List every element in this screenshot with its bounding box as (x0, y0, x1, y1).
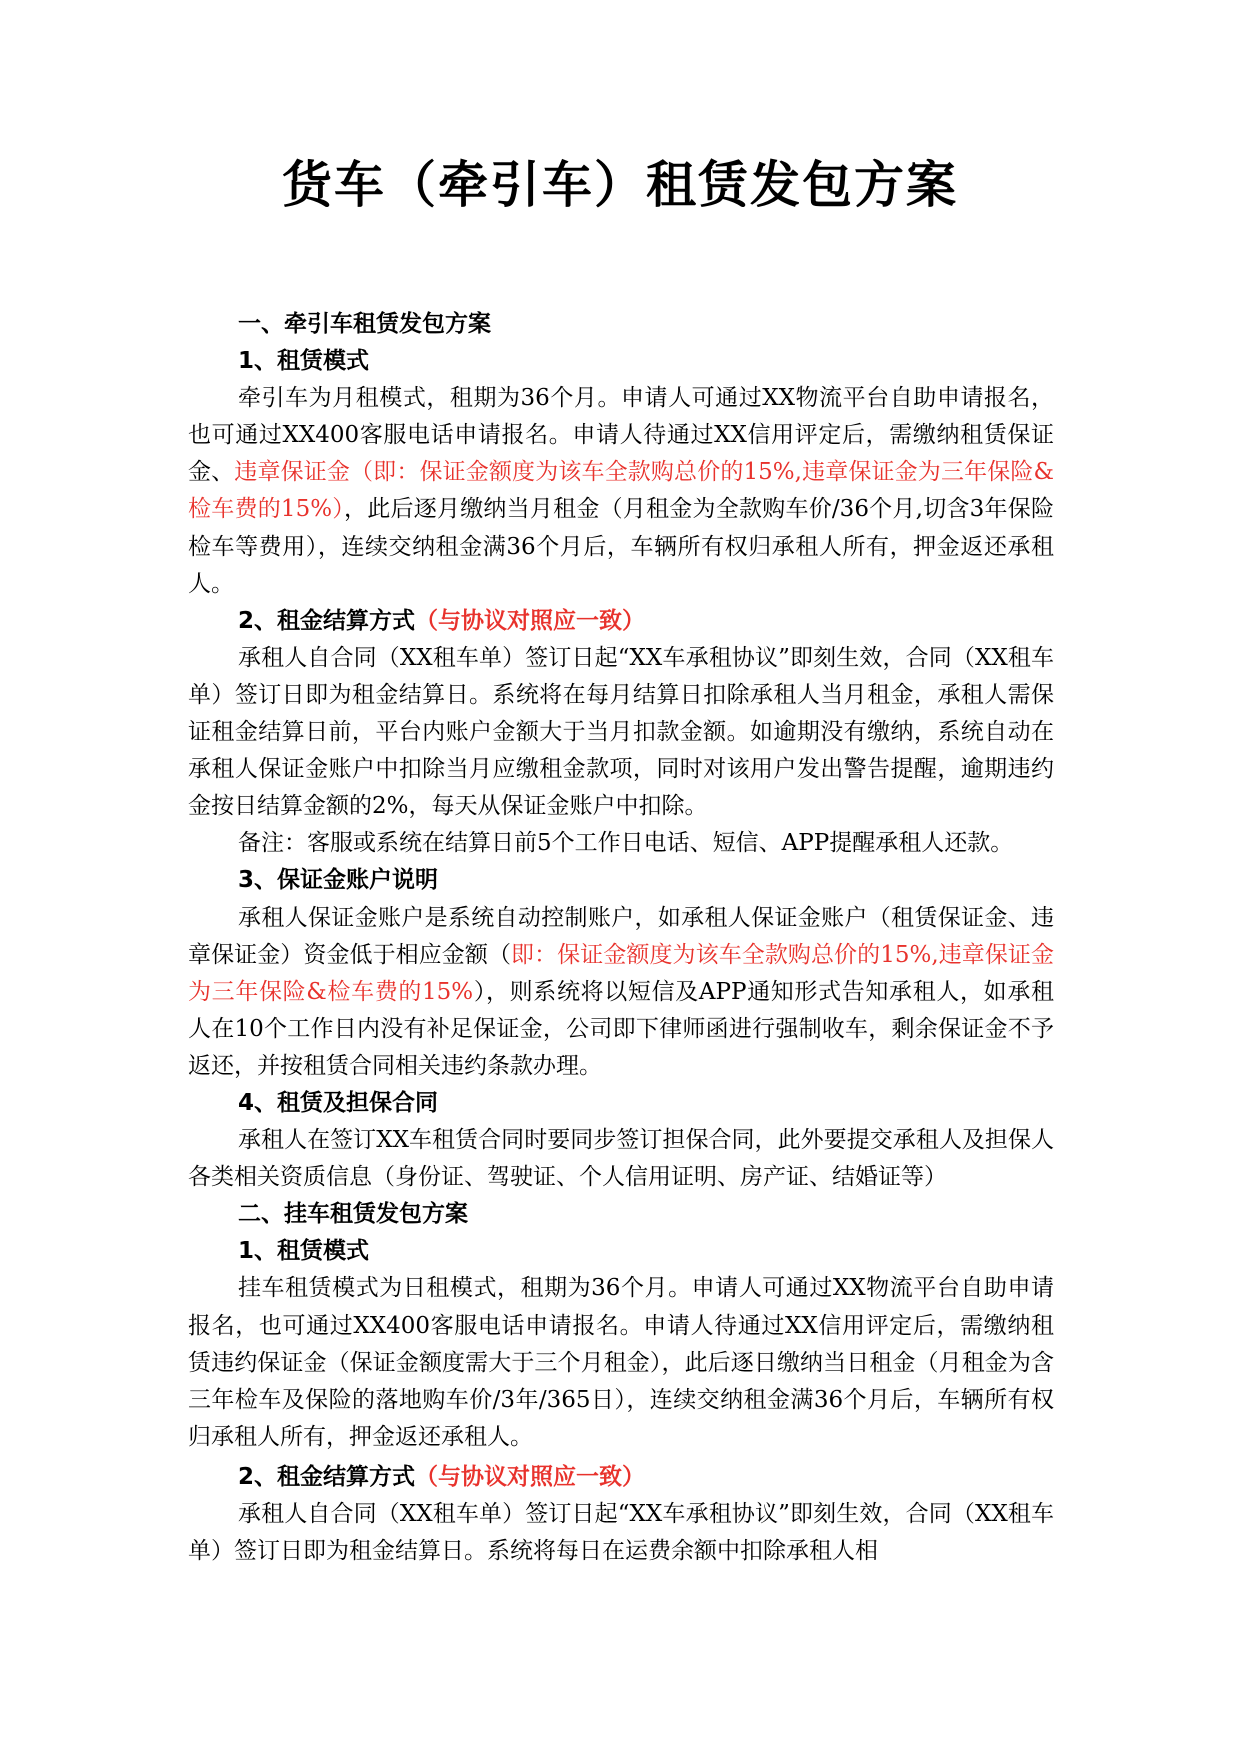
highlight-deposit-terms: 即：保证金额度为该车全款购总价的15%,违章保证金为三年保险&检车费的15% (188, 941, 1055, 1005)
subheading-trailer-settlement (188, 1459, 1054, 1496)
subheading-contracts: 4、租赁及担保合同 (238, 1089, 439, 1116)
highlight-deposit-terms: 违章保证金（即：保证金额度为该车全款购总价的15%,违章保证金为三年保险&检车费的15%） (188, 459, 1055, 523)
subheading-trailer-mode: 1、租赁模式 (238, 1238, 370, 1265)
subheading-text: 2、租金结算方式 (238, 607, 416, 634)
paragraph-trailer-settlement: 承租人自合同（XX租车单）签订日起“XX车承租协议”即刻生效，合同（XX租车单）签订日即为租金结算日。系统将每日在运费余额中扣除承租人相 (188, 1501, 1054, 1565)
paragraph-text: ），则系统将以短信及APP通知形式告知承租人，如承租人在10个工作日内没有补足保证金，公司即下律师函进行强制收车，剩余保证金不予返还，并按租赁合同相关违约条款办理。 (188, 978, 1054, 1079)
subheading-rental-mode: 1、租赁模式 (238, 348, 370, 375)
paragraph-contracts: 承租人在签订XX车租赁合同时要同步签订担保合同，此外要提交承租人及担保人各类相关资质信息（身份证、驾驶证、个人信用证明、房产证、结婚证等） (188, 1127, 1054, 1191)
paragraph-text: ，此后逐月缴纳当月租金（月租金为全款购车价/36个月,切含3年保险检车等费用），连续交纳租金满36个月后，车辆所有权归承租人所有，押金返还承租人。 (188, 496, 1054, 597)
document-body (188, 306, 1054, 1570)
subheading-settlement (188, 603, 1054, 640)
paragraph-settlement: 承租人自合同（XX租车单）签订日起“XX车承租协议”即刻生效，合同（XX租车单）签订日即为租金结算日。系统将在每月结算日扣除承租人当月租金，承租人需保证租金结算日前，平台内账户金额大于当月扣款金额。如逾期没有缴纳，系统自动在承租人保证金账户中扣除当月应缴租金款项，同时对该用户发出警告提醒，逾期违约金按日结算金额的2%，每天从保证金账户中扣除。 (188, 644, 1054, 820)
paragraph-note: 备注：客服或系统在结算日前5个工作日电话、短信、APP提醒承租人还款。 (238, 830, 1014, 857)
paragraph-rental-mode (188, 380, 1054, 603)
section-heading-2: 二、挂车租赁发包方案 (238, 1201, 468, 1228)
paragraph-trailer-mode: 挂车租赁模式为日租模式，租期为36个月。申请人可通过XX物流平台自助申请报名，也可通过XX400客服电话申请报名。申请人待通过XX信用评定后，需缴纳租赁违约保证金（保证金额度需大于三个月租金），此后逐日缴纳当日租金（月租金为含三年检车及保险的落地购车价/3年/365日），连续交纳租金满36个月后，车辆所有权归承租人所有，押金返还承租人。 (188, 1275, 1054, 1450)
paragraph-deposit-account (188, 900, 1054, 1085)
section-heading-1: 一、牵引车租赁发包方案 (238, 311, 491, 337)
paragraph-text: 承租人保证金账户是系统自动控制账户，如承租人保证金账户（租赁保证金、违章保证金）资金低于相应金额（ (188, 904, 1054, 968)
highlight-agreement-note: （与协议对照应一致） (415, 1463, 646, 1490)
document-title: 货车（牵引车）租赁发包方案 (282, 156, 958, 214)
subheading-text: 2、租金结算方式 (238, 1463, 416, 1490)
highlight-agreement-note: （与协议对照应一致） (415, 607, 646, 634)
paragraph-text: 牵引车为月租模式，租期为36个月。申请人可通过XX物流平台自助申请报名，也可通过XX400客服电话申请报名。申请人待通过XX信用评定后，需缴纳租赁保证金、 (188, 385, 1054, 486)
subheading-deposit-account: 3、保证金账户说明 (238, 867, 439, 894)
